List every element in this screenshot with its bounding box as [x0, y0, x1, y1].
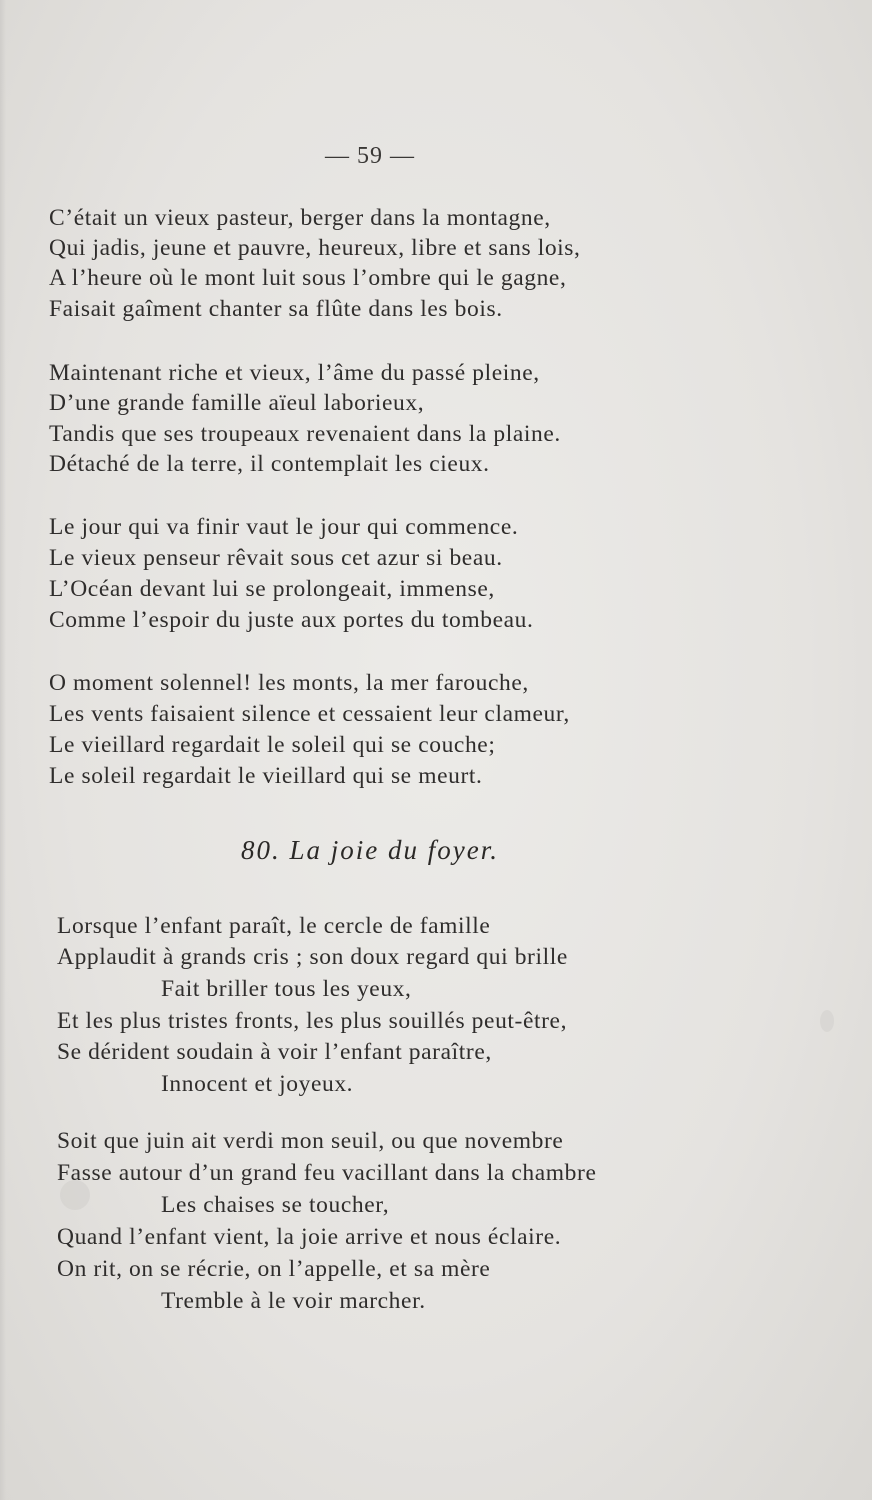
poem-line: Faisait gaîment chanter sa flûte dans les bois.: [49, 296, 503, 322]
section-title: 80. La joie du foyer.: [241, 835, 499, 865]
page-number: — 59 —: [325, 143, 415, 169]
poem-line: Soit que juin ait verdi mon seuil, ou que novembre: [57, 1128, 564, 1154]
poem-line: Tandis que ses troupeaux revenaient dans la plaine.: [49, 421, 561, 447]
poem-line: Applaudit à grands cris ; son doux regard qui brille: [57, 944, 568, 970]
poem-line-indented: Les chaises se toucher,: [161, 1192, 390, 1218]
poem-line: On rit, on se récrie, on l’appelle, et sa mère: [57, 1256, 491, 1282]
poem-line-indented: Fait briller tous les yeux,: [161, 976, 412, 1002]
poem-line: Quand l’enfant vient, la joie arrive et nous éclaire.: [57, 1224, 562, 1250]
poem-line: Qui jadis, jeune et pauvre, heureux, libre et sans lois,: [49, 235, 581, 261]
page-edge-shadow: [0, 0, 6, 1500]
poem-line: Le soleil regardait le vieillard qui se meurt.: [49, 763, 483, 789]
poem-line: Le jour qui va finir vaut le jour qui commence.: [49, 514, 519, 540]
poem-line: Maintenant riche et vieux, l’âme du passé pleine,: [49, 360, 540, 386]
poem-line-indented: Tremble à le voir marcher.: [161, 1288, 426, 1314]
poem-line: Fasse autour d’un grand feu vacillant dans la chambre: [57, 1160, 597, 1186]
poem-line: Les vents faisaient silence et cessaient leur clameur,: [49, 701, 570, 727]
poem-line: Et les plus tristes fronts, les plus souillés peut-être,: [57, 1008, 568, 1034]
poem-line: Le vieillard regardait le soleil qui se couche;: [49, 732, 496, 758]
poem-line: Se dérident soudain à voir l’enfant paraître,: [57, 1039, 492, 1065]
poem-line: L’Océan devant lui se prolongeait, immense,: [49, 576, 495, 602]
poem-line: A l’heure où le mont luit sous l’ombre qui le gagne,: [49, 265, 567, 291]
poem-line: Comme l’espoir du juste aux portes du tombeau.: [49, 607, 534, 633]
poem-line: C’était un vieux pasteur, berger dans la montagne,: [49, 205, 551, 231]
poem-line: Détaché de la terre, il contemplait les cieux.: [49, 451, 490, 477]
paper-stain: [820, 1010, 834, 1032]
poem-line: O moment solennel! les monts, la mer farouche,: [49, 670, 529, 696]
poem-line: Le vieux penseur rêvait sous cet azur si beau.: [49, 545, 503, 571]
poem-line: D’une grande famille aïeul laborieux,: [49, 390, 425, 416]
poem-line-indented: Innocent et joyeux.: [161, 1071, 354, 1097]
poem-line: Lorsque l’enfant paraît, le cercle de famille: [57, 913, 491, 939]
